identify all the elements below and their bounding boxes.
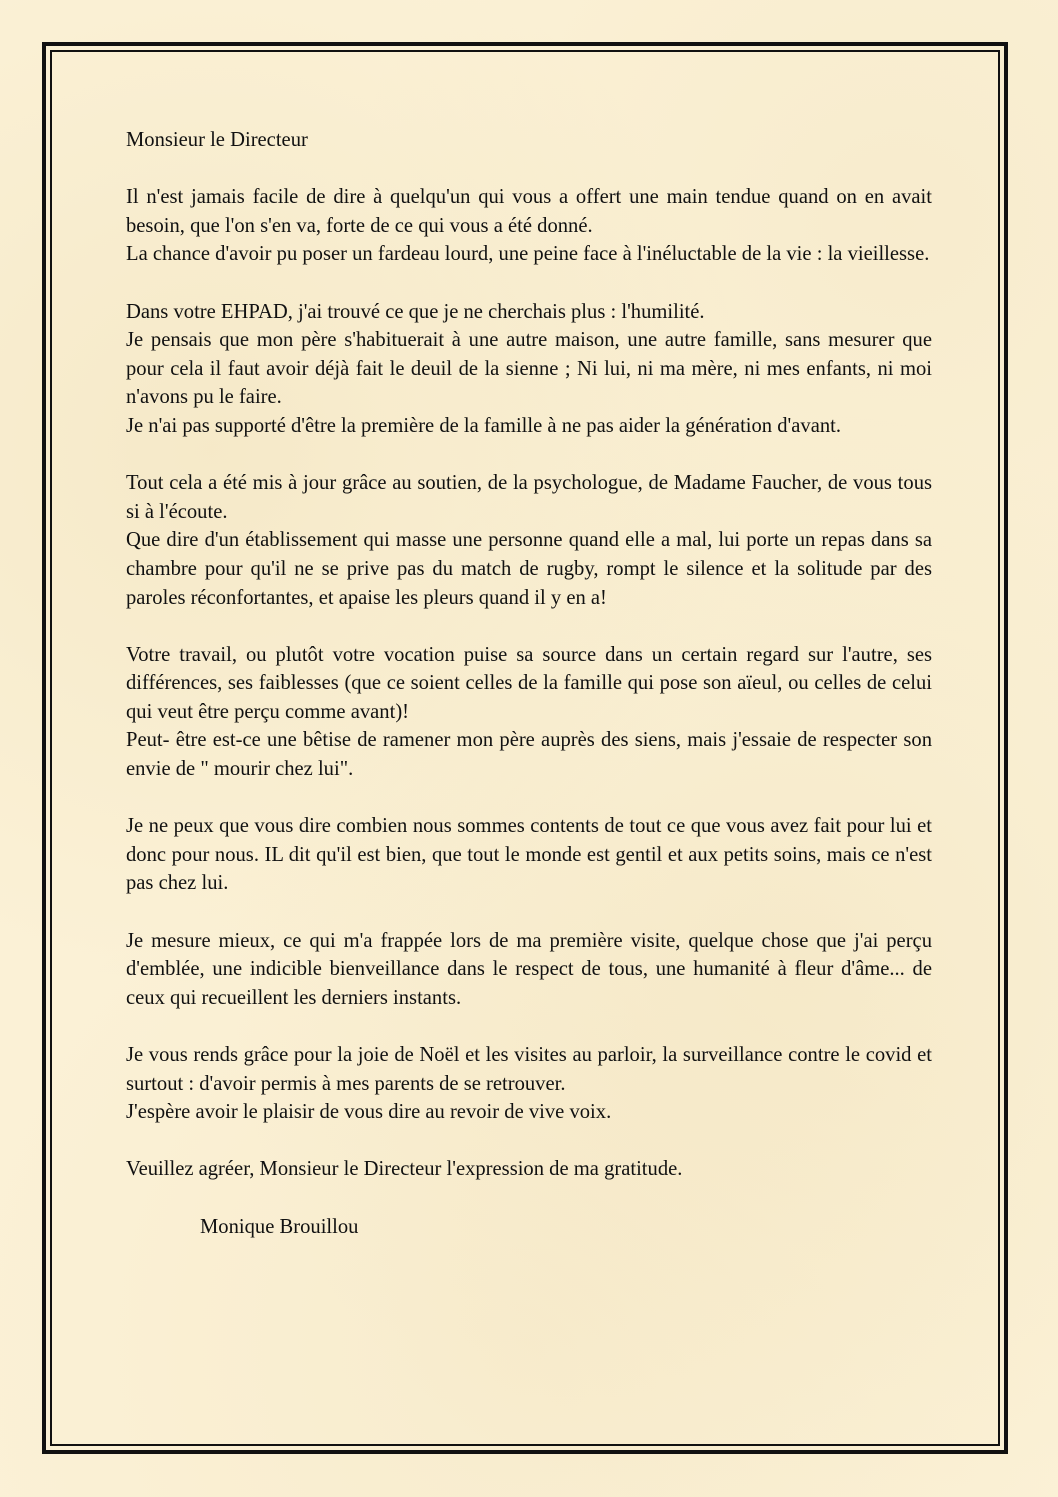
paragraph-line: Peut- être est-ce une bêtise de ramener mon père auprès des siens, mais j'essaie de respecter son envie de " mourir chez lui".: [126, 729, 932, 781]
paragraph-7: [126, 1041, 932, 1127]
letter-body: [126, 126, 932, 1270]
paragraph-6: [126, 927, 932, 1013]
salutation: Monsieur le Directeur: [126, 129, 308, 151]
paragraph-line: Votre travail, ou plutôt votre vocation puise sa source dans un certain regard sur l'autre, ses différences, ses faiblesses (que ce soient celles de la famille qui pose son aïeul, ou celles de celui qui veut être perçu comme avant)!: [126, 643, 932, 723]
paragraph-line: Tout cela a été mis à jour grâce au soutien, de la psychologue, de Madame Faucher, de vous tous si à l'écoute.: [126, 472, 932, 523]
closing: Veuillez agréer, Monsieur le Directeur l'expression de ma gratitude.: [126, 1158, 683, 1181]
paragraph-line: Dans votre EHPAD, j'ai trouvé ce que je ne cherchais plus : l'humilité.: [126, 300, 705, 323]
signature: Monique Brouillou: [200, 1215, 359, 1238]
paragraph-line: Je mesure mieux, ce qui m'a frappée lors de ma première visite, quelque chose que j'ai perçu d'emblée, une indicible bienveillance dans le respect de tous, une humanité à fleur d'âme... de ceux qui recueillent les derniers instants.: [126, 929, 932, 1009]
paragraph-4: [126, 641, 932, 784]
paragraph-5: [126, 812, 932, 898]
paragraph-line: Je ne peux que vous dire combien nous sommes contents de tout ce que vous avez fait pour lui et donc pour nous. IL dit qu'il est bien, que tout le monde est gentil et aux petits soins, mais ce n'est pas chez lui.: [126, 815, 932, 895]
paragraph-line: Je vous rends grâce pour la joie de Noël et les visites au parloir, la surveillance contre le covid et surtout : d'avoir permis à mes parents de se retrouver.: [126, 1044, 932, 1095]
paragraph-line: Je pensais que mon père s'habituerait à une autre maison, une autre famille, sans mesurer que pour cela il faut avoir déjà fait le deuil de la sienne ; Ni lui, ni ma mère, ni mes enfants, ni moi n'avons pu le faire.: [126, 329, 932, 409]
paragraph-1: [126, 183, 932, 269]
paragraph-2: [126, 298, 932, 441]
paragraph-line: Il n'est jamais facile de dire à quelqu'un qui vous a offert une main tendue quand on en avait besoin, que l'on s'en va, forte de ce qui vous a été donné.: [126, 186, 932, 237]
paragraph-line: Je n'ai pas supporté d'être la première de la famille à ne pas aider la génération d'avant.: [126, 414, 842, 437]
paragraph-line: Que dire d'un établissement qui masse une personne quand elle a mal, lui porte un repas dans sa chambre pour qu'il ne se prive pas du match de rugby, rompt le silence et la solitude par des paroles réconfortantes, et apaise les pleurs quand il y en a!: [126, 529, 932, 609]
paragraph-3: [126, 469, 932, 612]
paragraph-line: La chance d'avoir pu poser un fardeau lourd, une peine face à l'inéluctable de la vie : la vieillesse.: [126, 243, 930, 266]
paragraph-line: J'espère avoir le plaisir de vous dire au revoir de vive voix.: [126, 1101, 612, 1124]
